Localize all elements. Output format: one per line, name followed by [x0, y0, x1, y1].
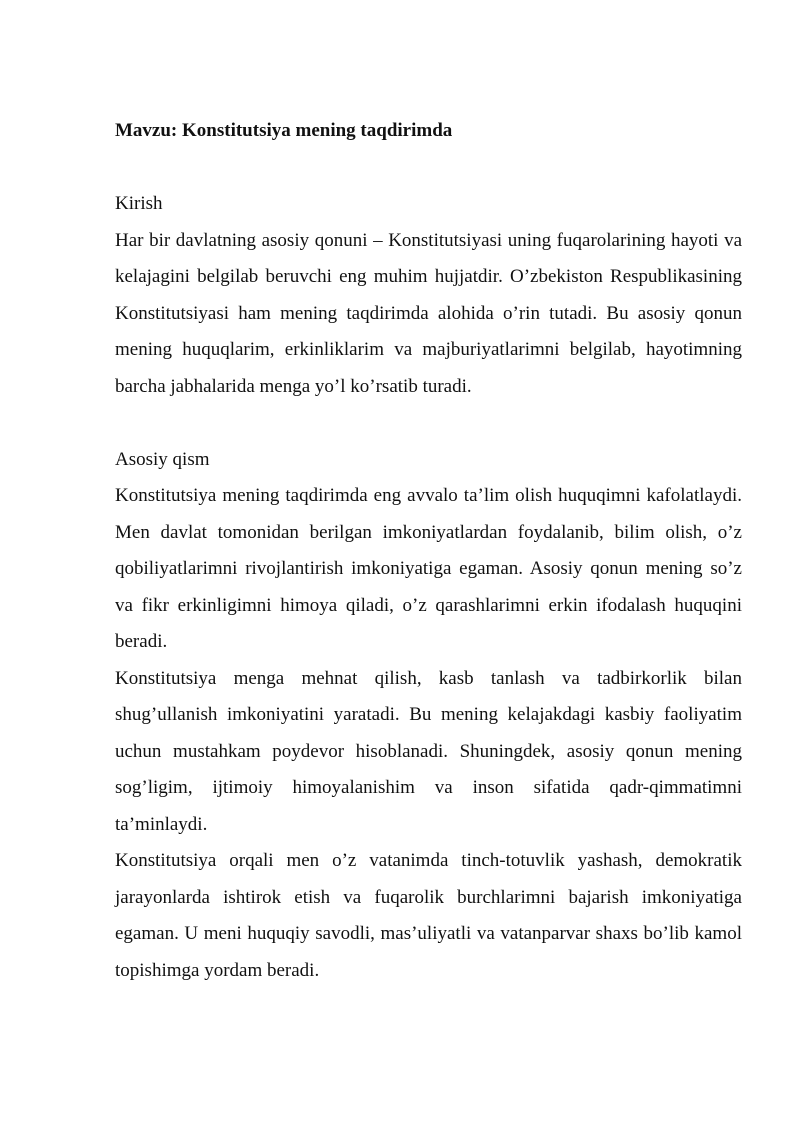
main-paragraph-2: Konstitutsiya menga mehnat qilish, kasb tanlash va tadbirkorlik bilan shug’ullanish imkoniyatini yaratadi. Bu mening kelajakdagi kasbiy faoliyatim uchun mustahkam poydevor hisoblanadi. Shuningdek, asosiy qonun mening sog’ligim, ijtimoiy himoyalanishim va inson sifatida qadr-qimmatimni ta’minlaydi. — [115, 667, 742, 835]
section-heading-main: Asosiy qism — [115, 448, 210, 470]
main-paragraph-3: Konstitutsiya orqali men o’z vatanimda tinch-totuvlik yashash, demokratik jarayonlarda ishtirok etish va fuqarolik burchlarimni bajarish imkoniyatiga egaman. U meni huquqiy savodli, mas’uliyatli va vatanparvar shaxs bo’lib kamol topishimga yordam beradi. — [115, 850, 742, 981]
intro-paragraph: Har bir davlatning asosiy qonuni – Konstitutsiyasi uning fuqarolarining hayoti va kelajagini belgilab beruvchi eng muhim hujjatdir. O’zbekiston Respublikasining Konstitutsiyasi ham mening taqdirimda alohida o’rin tutadi. Bu asosiy qonun mening huquqlarim, erkinliklarim va majburiyatlarimni belgilab, hayotimning barcha jabhalarida menga yo’l ko’rsatib turadi. — [115, 229, 742, 397]
blank-line — [115, 150, 742, 187]
main-paragraph-1: Konstitutsiya mening taqdirimda eng avvalo ta’lim olish huquqimni kafolatlaydi. Men davlat tomonidan berilgan imkoniyatlardan foydalanib, bilim olish, o’z qobiliyatlarimni rivojlantirish imkoniyatiga egaman. Asosiy qonun mening so’z va fikr erkinligimni himoya qiladi, o’z qarashlarimni erkin ifodalash huquqini beradi. — [115, 485, 742, 652]
document-title: Mavzu: Konstitutsiya mening taqdirimda — [115, 120, 453, 141]
document-body — [115, 113, 742, 989]
section-heading-intro: Kirish — [115, 193, 163, 214]
blank-line — [115, 405, 742, 442]
